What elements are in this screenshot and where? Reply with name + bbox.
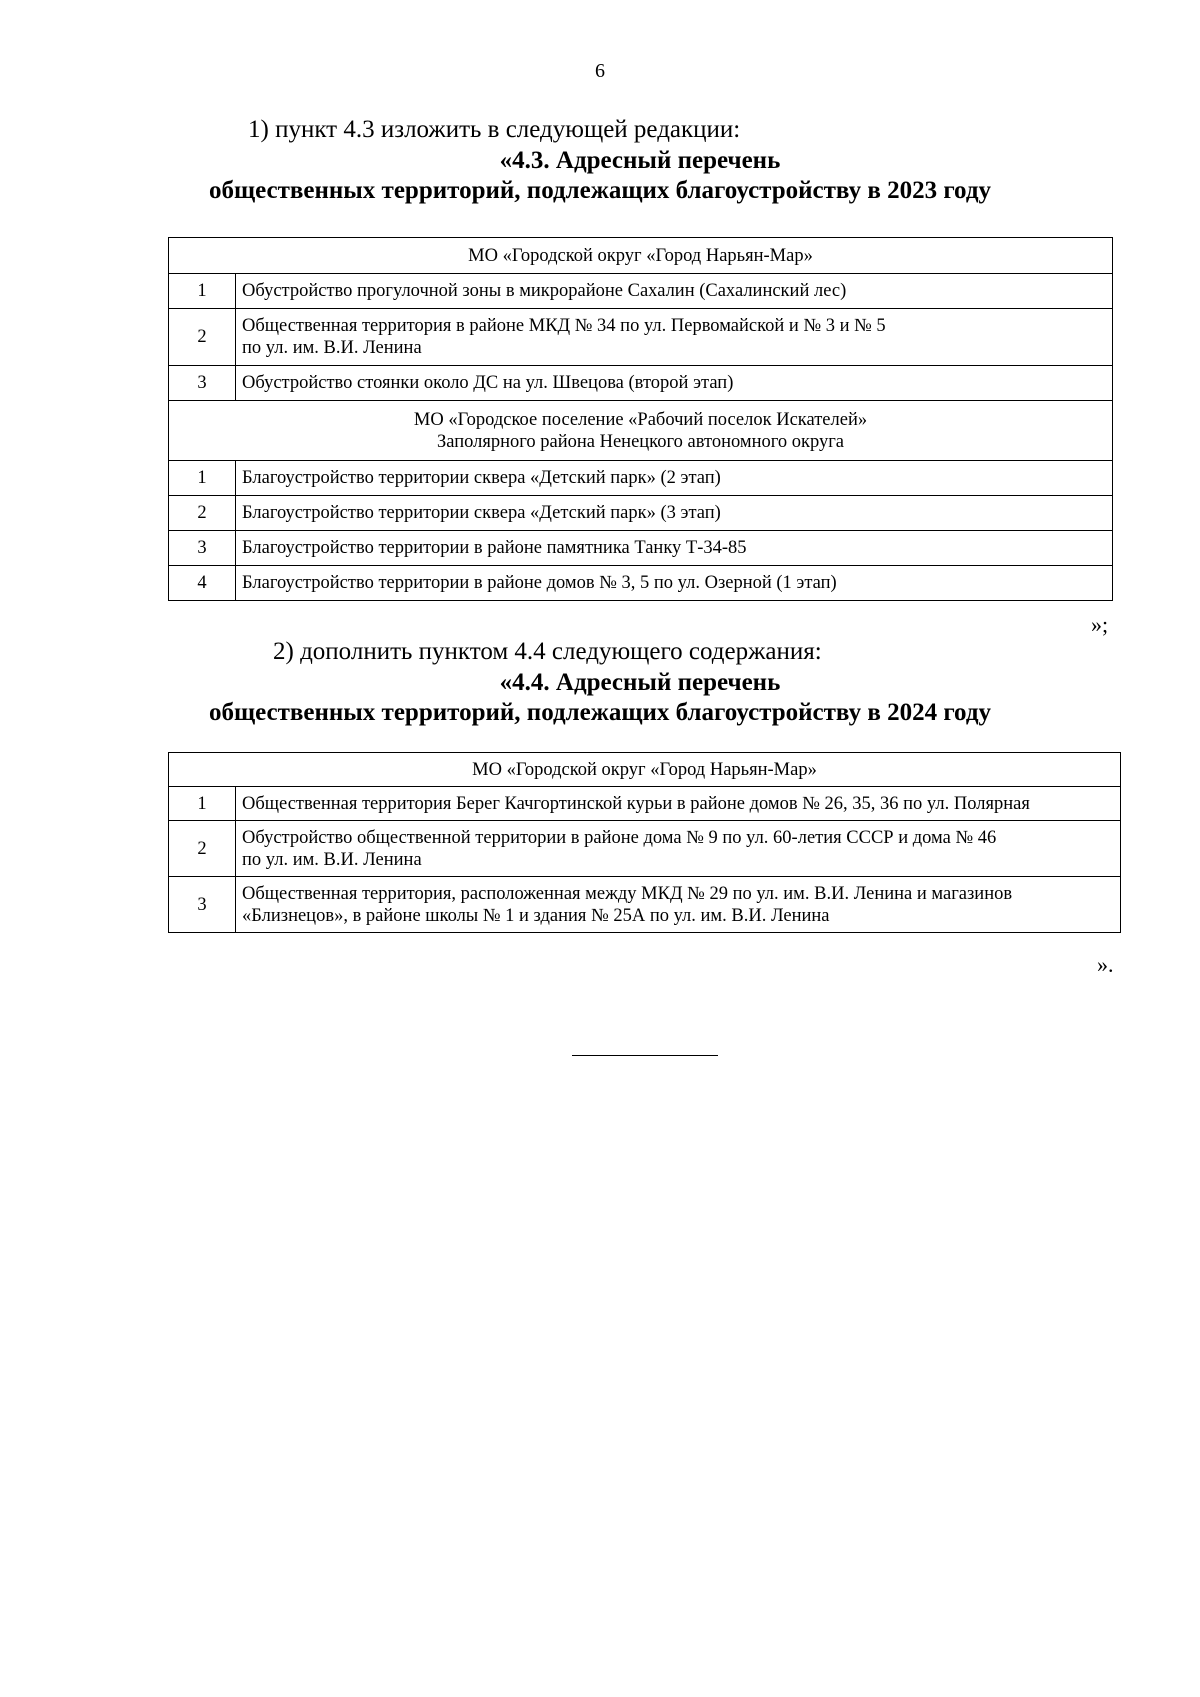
group-title <box>169 238 1113 274</box>
table-row <box>169 496 1113 531</box>
group-title-line: Заполярного района Ненецкого автономного округа <box>436 431 845 452</box>
row-description <box>236 787 1121 821</box>
row-description-line: Общественная территория в районе МКД № 34 по ул. Первомайской и № 3 и № 5 <box>242 316 886 336</box>
row-description <box>236 496 1113 531</box>
row-description-line: Благоустройство территории в районе памятника Танку Т-34-85 <box>242 538 747 558</box>
section1-table-body <box>169 238 1113 601</box>
row-number: 1 <box>169 461 236 496</box>
row-description <box>236 821 1121 877</box>
section1-heading-line2: общественных территорий, подлежащих благоустройству в 2023 году <box>209 177 991 204</box>
end-rule <box>572 1055 718 1056</box>
row-description <box>236 877 1121 933</box>
section1-table <box>168 237 1113 601</box>
row-description <box>236 366 1113 401</box>
row-description <box>236 274 1113 309</box>
section1-heading <box>0 146 1200 206</box>
section1-heading-line1: «4.3. Адресный перечень <box>499 147 781 174</box>
row-number: 1 <box>169 787 236 821</box>
row-description-line: Обустройство стоянки около ДС на ул. Швецова (второй этап) <box>242 373 734 393</box>
table-row <box>169 309 1113 366</box>
row-description-line: по ул. им. В.И. Ленина <box>242 849 422 870</box>
table-row <box>169 787 1121 821</box>
table-row <box>169 366 1113 401</box>
row-description <box>236 531 1113 566</box>
section2-closing-quote: ». <box>1097 952 1114 977</box>
row-number: 4 <box>169 566 236 601</box>
row-description-line: по ул. им. В.И. Ленина <box>242 338 422 358</box>
group-header-row <box>169 238 1113 274</box>
row-number: 2 <box>169 309 236 366</box>
row-description-line: Благоустройство территории сквера «Детский парк» (2 этап) <box>242 468 721 488</box>
row-number: 1 <box>169 274 236 309</box>
row-number: 3 <box>169 877 236 933</box>
section1-instruction: 1) пункт 4.3 изложить в следующей редакции: <box>248 116 741 143</box>
table-row <box>169 821 1121 877</box>
section2-table-body <box>169 753 1121 933</box>
section2-heading <box>0 668 1200 728</box>
section2-heading-line1: «4.4. Адресный перечень <box>499 669 781 696</box>
row-description-line: Благоустройство территории сквера «Детский парк» (3 этап) <box>242 503 721 523</box>
table-row <box>169 274 1113 309</box>
section1-closing-quote: »; <box>1091 612 1109 637</box>
row-description <box>236 461 1113 496</box>
table-row <box>169 877 1121 933</box>
row-description <box>236 309 1113 366</box>
row-description-line: Обустройство прогулочной зоны в микрорайоне Сахалин (Сахалинский лес) <box>242 281 847 301</box>
section2-table <box>168 752 1121 933</box>
row-description-line: Общественная территория, расположенная между МКД № 29 по ул. им. В.И. Ленина и магазинов <box>242 883 1013 904</box>
group-title-line: МО «Городское поселение «Рабочий поселок Искателей» <box>413 409 868 430</box>
group-title <box>169 401 1113 461</box>
row-number: 3 <box>169 366 236 401</box>
group-header-row <box>169 753 1121 787</box>
group-header-row <box>169 401 1113 461</box>
row-description-line: Обустройство общественной территории в районе дома № 9 по ул. 60-летия СССР и дома № 46 <box>242 827 997 848</box>
group-title <box>169 753 1121 787</box>
row-number: 3 <box>169 531 236 566</box>
table-row <box>169 531 1113 566</box>
group-title-line: МО «Городской округ «Город Нарьян-Мар» <box>468 245 813 266</box>
row-number: 2 <box>169 496 236 531</box>
section2-instruction: 2) дополнить пунктом 4.4 следующего содержания: <box>273 638 822 665</box>
row-number: 2 <box>169 821 236 877</box>
table-row <box>169 461 1113 496</box>
row-description-line: Благоустройство территории в районе домов № 3, 5 по ул. Озерной (1 этап) <box>242 573 837 593</box>
table-row <box>169 566 1113 601</box>
row-description-line: Общественная территория Берег Качгортинской курьи в районе домов № 26, 35, 36 по ул. Полярная <box>242 793 1030 814</box>
section2-heading-line2: общественных территорий, подлежащих благоустройству в 2024 году <box>209 699 991 726</box>
row-description-line: «Близнецов», в районе школы № 1 и здания № 25А по ул. им. В.И. Ленина <box>242 905 830 926</box>
row-description <box>236 566 1113 601</box>
group-title-line: МО «Городской округ «Город Нарьян-Мар» <box>472 759 817 780</box>
page-number: 6 <box>595 60 605 82</box>
